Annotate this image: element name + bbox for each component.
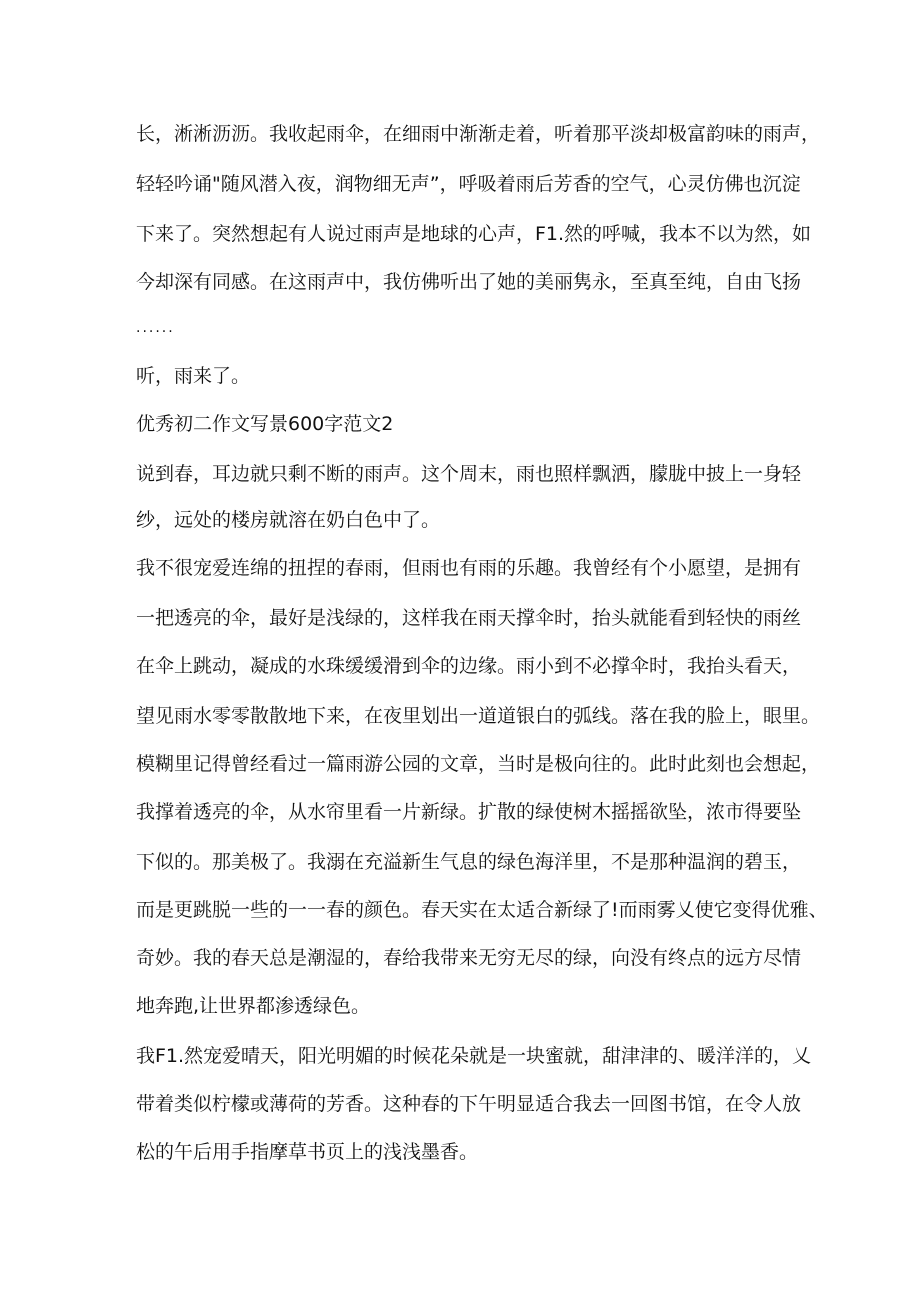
text-line: 一把透亮的伞，最好是浅绿的，这样我在雨天撑伞时，抬头就能看到轻快的雨丝 xyxy=(136,607,802,629)
text-line: 今却深有同感。在这雨声中，我仿佛听出了她的美丽隽永，至真至纯，自由飞扬 xyxy=(136,271,802,293)
section-heading: 优秀初二作文写景600字范文2 xyxy=(136,413,394,435)
text-line: 我不很宠爱连绵的扭捏的春雨，但雨也有雨的乐趣。我曾经有个小愿望，是拥有 xyxy=(136,557,802,579)
text-line: 说到春，耳边就只剩不断的雨声。这个周末，雨也照样飘洒，朦胧中披上一身轻 xyxy=(136,463,802,485)
text-line: 松的午后用手指摩草书页上的浅浅墨香。 xyxy=(136,1141,479,1163)
text-line: 轻轻吟诵"随风潜入夜，润物细无声”，呼吸着雨后芳香的空气，心灵仿佛也沉淀 xyxy=(136,173,801,195)
text-line: 奇妙。我的春天总是潮湿的，春给我带来无穷无尽的绿，向没有终点的远方尽情 xyxy=(136,947,802,969)
text-line: 下来了。突然想起有人说过雨声是地球的心声，F1.然的呼喊，我本不以为然，如 xyxy=(136,223,812,245)
text-line: 地奔跑,让世界都渗透绿色。 xyxy=(136,995,371,1017)
text-line: 在伞上跳动，凝成的水珠缓缓滑到伞的边缘。雨小到不必撑伞时，我抬头看天， xyxy=(136,655,802,677)
text-line: 望见雨水零零散散地下来，在夜里划出一道道银白的弧线。落在我的脸上，眼里。 xyxy=(136,705,821,727)
text-line: 长，淅淅沥沥。我收起雨伞，在细雨中渐渐走着，听着那平淡却极富韵味的雨声， xyxy=(136,123,821,145)
text-line: 而是更跳脱一些的一一春的颜色。春天实在太适合新绿了!而雨雾乂使它变得优雅、 xyxy=(136,899,828,921)
text-line: 我撑着透亮的伞，从水帘里看一片新绿。扩散的绿使树木摇摇欲坠，浓市得要坠 xyxy=(136,801,802,823)
text-line: 纱，远处的楼房就溶在奶白色中了。 xyxy=(136,509,441,531)
text-line: 模糊里记得曾经看过一篇雨游公园的文章，当时是极向往的。此时此刻也会想起， xyxy=(136,753,821,775)
ellipsis-line: ...... xyxy=(136,320,175,336)
text-line: 下似的。那美极了。我溺在充溢新生气息的绿色海洋里，不是那种温润的碧玉， xyxy=(136,851,802,873)
text-line: 我F1.然宠爱晴天，阳光明媚的时候花朵就是一块蜜就，甜津津的、暖洋洋的，乂 xyxy=(136,1045,812,1067)
text-line: 听，雨来了。 xyxy=(136,365,251,387)
text-line: 带着类似柠檬或薄荷的芳香。这种春的下午明显适合我去一回图书馆，在令人放 xyxy=(136,1093,802,1115)
